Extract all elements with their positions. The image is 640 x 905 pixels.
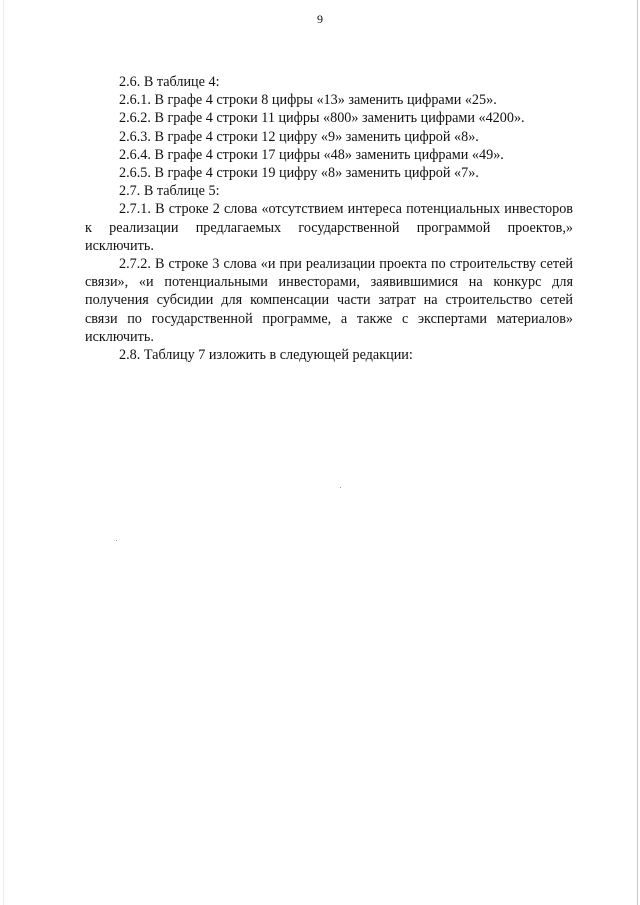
- scan-speck: [340, 487, 341, 488]
- paragraph-2-7-1: 2.7.1. В строке 2 слова «отсутствием интереса потенциальных инвесторов к реализации предлагаемых государственной программой проектов,» исключить.: [85, 201, 573, 254]
- scan-speck: [116, 540, 117, 541]
- scan-edge-right: [637, 0, 638, 905]
- paragraph-2-6-2: 2.6.2. В графе 4 строки 11 цифры «800» заменить цифрами «4200».: [119, 110, 525, 127]
- paragraph-2-7-2: 2.7.2. В строке 3 слова «и при реализации проекта по строительству сетей связи», «и потенциальными инвесторами, заявившимися на конкурс для получения субсидии для компенсации части затрат на строительство сетей связи по государственной программе, а также с экспертами материалов» исключить.: [85, 256, 573, 345]
- paragraph-2-6-3: 2.6.3. В графе 4 строки 12 цифру «9» заменить цифрой «8».: [119, 128, 479, 145]
- paragraph-2-6-5: 2.6.5. В графе 4 строки 19 цифру «8» заменить цифрой «7».: [119, 165, 479, 182]
- paragraph-2-8: 2.8. Таблицу 7 изложить в следующей редакции:: [119, 347, 413, 364]
- document-body: [85, 73, 573, 364]
- paragraph-2-6-4: 2.6.4. В графе 4 строки 17 цифры «48» заменить цифрами «49».: [119, 146, 504, 163]
- paragraph-2-6: 2.6. В таблице 4:: [119, 74, 220, 90]
- page-number: 9: [317, 12, 323, 26]
- paragraph-2-7: 2.7. В таблице 5:: [119, 183, 220, 200]
- paragraph-2-6-1: 2.6.1. В графе 4 строки 8 цифры «13» заменить цифрами «25».: [119, 92, 497, 109]
- scan-edge-left: [3, 0, 4, 905]
